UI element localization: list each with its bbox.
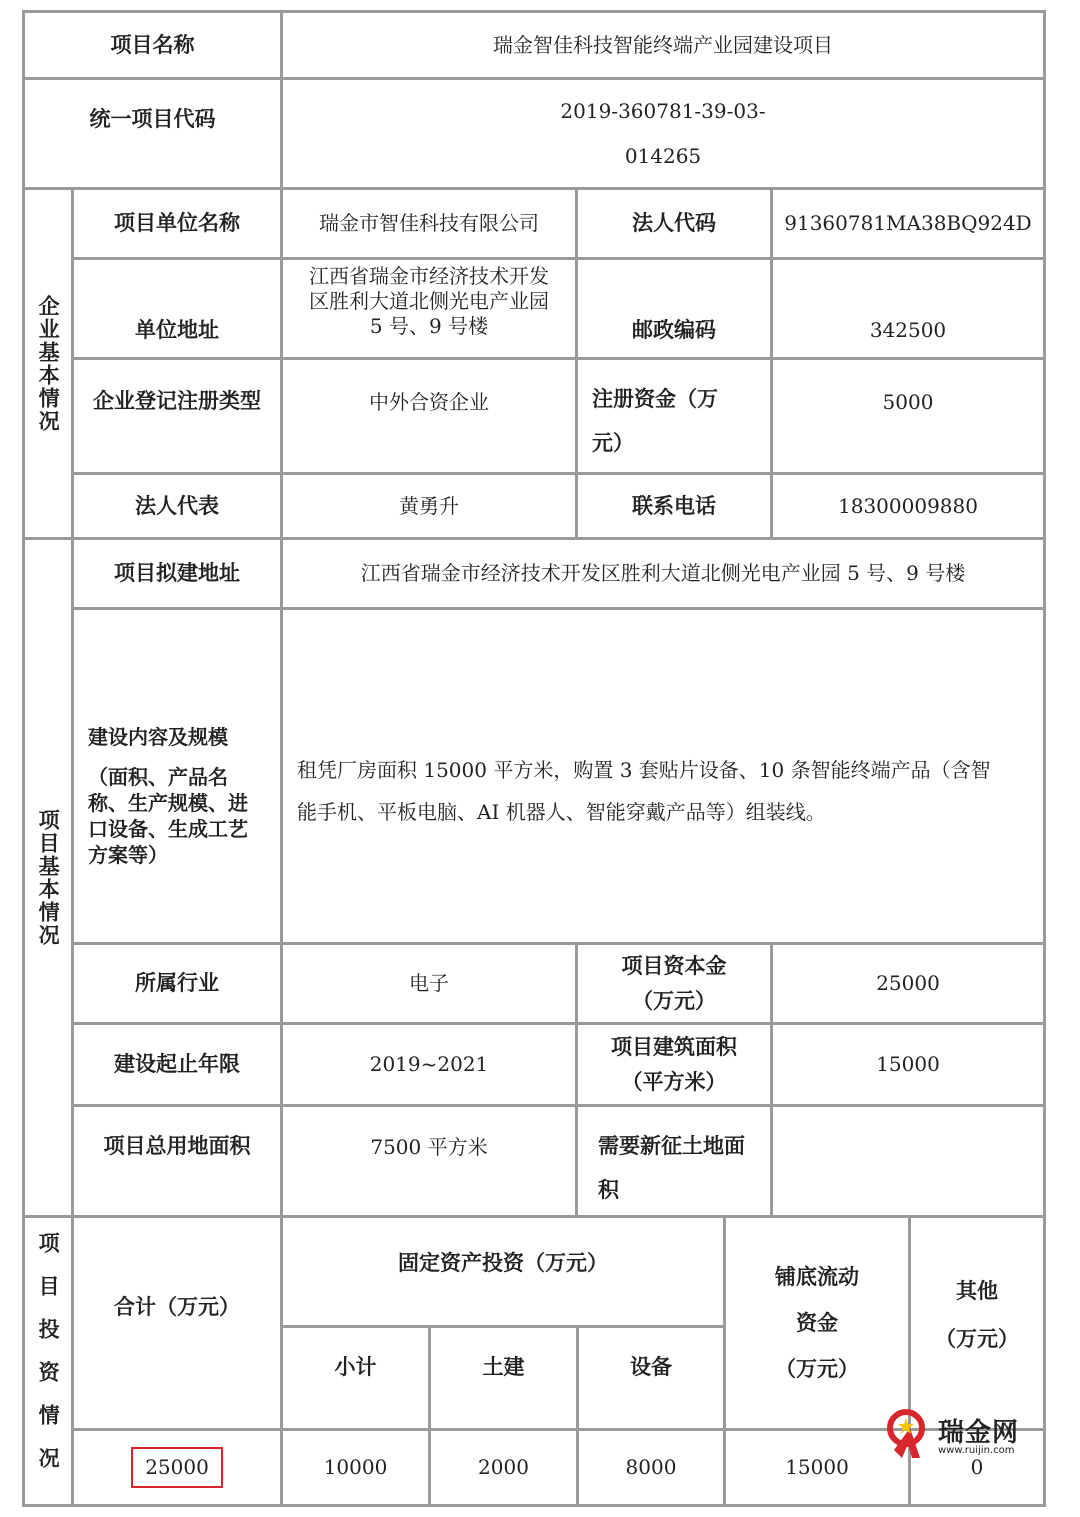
reg-type-value: 中外合资企业	[283, 360, 578, 475]
invest-section-text: 项目投资情况	[36, 1232, 62, 1490]
area-value: 15000	[773, 1025, 1046, 1107]
enterprise-section-label	[22, 190, 74, 540]
total-label: 合计（万元）	[74, 1218, 283, 1431]
land-value: 7500 平方米	[283, 1107, 578, 1218]
postal-label: 邮政编码	[578, 260, 773, 360]
watermark-url: www.ruijin.com	[938, 1445, 1015, 1456]
industry-value: 电子	[283, 945, 578, 1025]
reg-capital-label-line-2: 元）	[592, 430, 634, 456]
new-land-value	[773, 1107, 1046, 1218]
fixed-label: 固定资产投资（万元）	[283, 1218, 726, 1328]
content-label-line-2: （面积、产品名	[88, 765, 228, 789]
new-land-label-line-1: 需要新征土地面	[598, 1133, 745, 1158]
project-section-text: 项目基本情况	[36, 808, 62, 947]
equipment-value: 8000	[579, 1431, 726, 1507]
legal-rep-value: 黄勇升	[283, 475, 578, 540]
capital-label-line-1: 项目资本金	[621, 953, 727, 979]
unit-name-label: 项目单位名称	[74, 190, 283, 260]
project-name-value: 瑞金智佳科技智能终端产业园建设项目	[283, 10, 1046, 80]
address-value	[283, 260, 578, 360]
phone-label: 联系电话	[578, 475, 773, 540]
other-label-line-1: 其他	[956, 1278, 998, 1303]
unit-name-value: 瑞金市智佳科技有限公司	[283, 190, 578, 260]
other-label	[911, 1218, 1046, 1431]
content-value-line-1: 租凭厂房面积 15000 平方米，购置 3 套贴片设备、10 条智能终端产品（含智	[297, 758, 991, 782]
enterprise-section-text: 企业基本情况	[36, 294, 62, 433]
other-value: 0	[911, 1431, 1046, 1507]
project-code-line-2: 014265	[624, 143, 702, 168]
invest-section-label	[22, 1218, 74, 1507]
capital-value: 25000	[773, 945, 1046, 1025]
reg-type-label: 企业登记注册类型	[74, 360, 283, 475]
industry-label: 所属行业	[74, 945, 283, 1025]
capital-label	[578, 945, 773, 1025]
site-label: 项目拟建地址	[74, 540, 283, 610]
equipment-label: 设备	[579, 1328, 726, 1431]
legal-rep-label: 法人代表	[74, 475, 283, 540]
total-value-highlight: 25000	[131, 1447, 223, 1488]
period-value: 2019~2021	[283, 1025, 578, 1107]
working-label-line-1: 铺底流动	[775, 1263, 859, 1289]
content-label-line-4: 口设备、生成工艺	[88, 817, 248, 841]
land-label: 项目总用地面积	[74, 1107, 283, 1218]
area-label-line-2: （平方米）	[621, 1068, 727, 1094]
project-code-line-1: 2019-360781-39-03-	[560, 98, 766, 123]
other-label-line-2: （万元）	[935, 1326, 1019, 1352]
content-label	[74, 610, 283, 945]
watermark-brand: 瑞金网	[938, 1418, 1020, 1448]
content-label-line-1: 建设内容及规模	[88, 725, 228, 749]
subtotal-label: 小计	[283, 1328, 431, 1431]
reg-capital-value: 5000	[773, 360, 1046, 475]
content-value	[283, 610, 1046, 945]
civil-value: 2000	[431, 1431, 579, 1507]
project-code-value	[283, 80, 1046, 190]
period-label: 建设起止年限	[74, 1025, 283, 1107]
new-land-label-line-2: 积	[598, 1177, 619, 1203]
area-label-line-1: 项目建筑面积	[611, 1034, 737, 1060]
capital-label-line-2: （万元）	[632, 987, 716, 1013]
working-label-line-2: 资金	[796, 1309, 838, 1335]
project-name-label: 项目名称	[22, 10, 283, 80]
ruijin-logo-icon	[880, 1404, 940, 1464]
address-line-2: 区胜利大道北侧光电产业园	[309, 289, 549, 313]
working-value: 15000	[726, 1431, 911, 1507]
legal-code-label: 法人代码	[578, 190, 773, 260]
subtotal-value: 10000	[283, 1431, 431, 1507]
content-label-line-5: 方案等）	[88, 843, 168, 867]
reg-capital-label	[578, 360, 773, 475]
address-label: 单位地址	[74, 260, 283, 360]
address-line-1: 江西省瑞金市经济技术开发	[309, 264, 549, 288]
new-land-label	[578, 1107, 773, 1218]
total-value-cell	[74, 1431, 283, 1507]
postal-value: 342500	[773, 260, 1046, 360]
reg-capital-label-line-1: 注册资金（万	[592, 386, 718, 411]
legal-code-value: 91360781MA38BQ924D	[773, 190, 1046, 260]
project-section-label	[22, 540, 74, 1218]
working-label-line-3: （万元）	[775, 1356, 859, 1382]
content-label-line-3: 称、生产规模、进	[88, 791, 248, 815]
civil-label: 土建	[431, 1328, 579, 1431]
phone-value: 18300009880	[773, 475, 1046, 540]
area-label	[578, 1025, 773, 1107]
content-value-line-2: 能手机、平板电脑、AI 机器人、智能穿戴产品等）组装线。	[297, 800, 826, 824]
working-label	[726, 1218, 911, 1431]
project-code-label: 统一项目代码	[22, 80, 283, 190]
address-line-3: 5 号、9 号楼	[369, 314, 489, 338]
site-value: 江西省瑞金市经济技术开发区胜利大道北侧光电产业园 5 号、9 号楼	[283, 540, 1046, 610]
